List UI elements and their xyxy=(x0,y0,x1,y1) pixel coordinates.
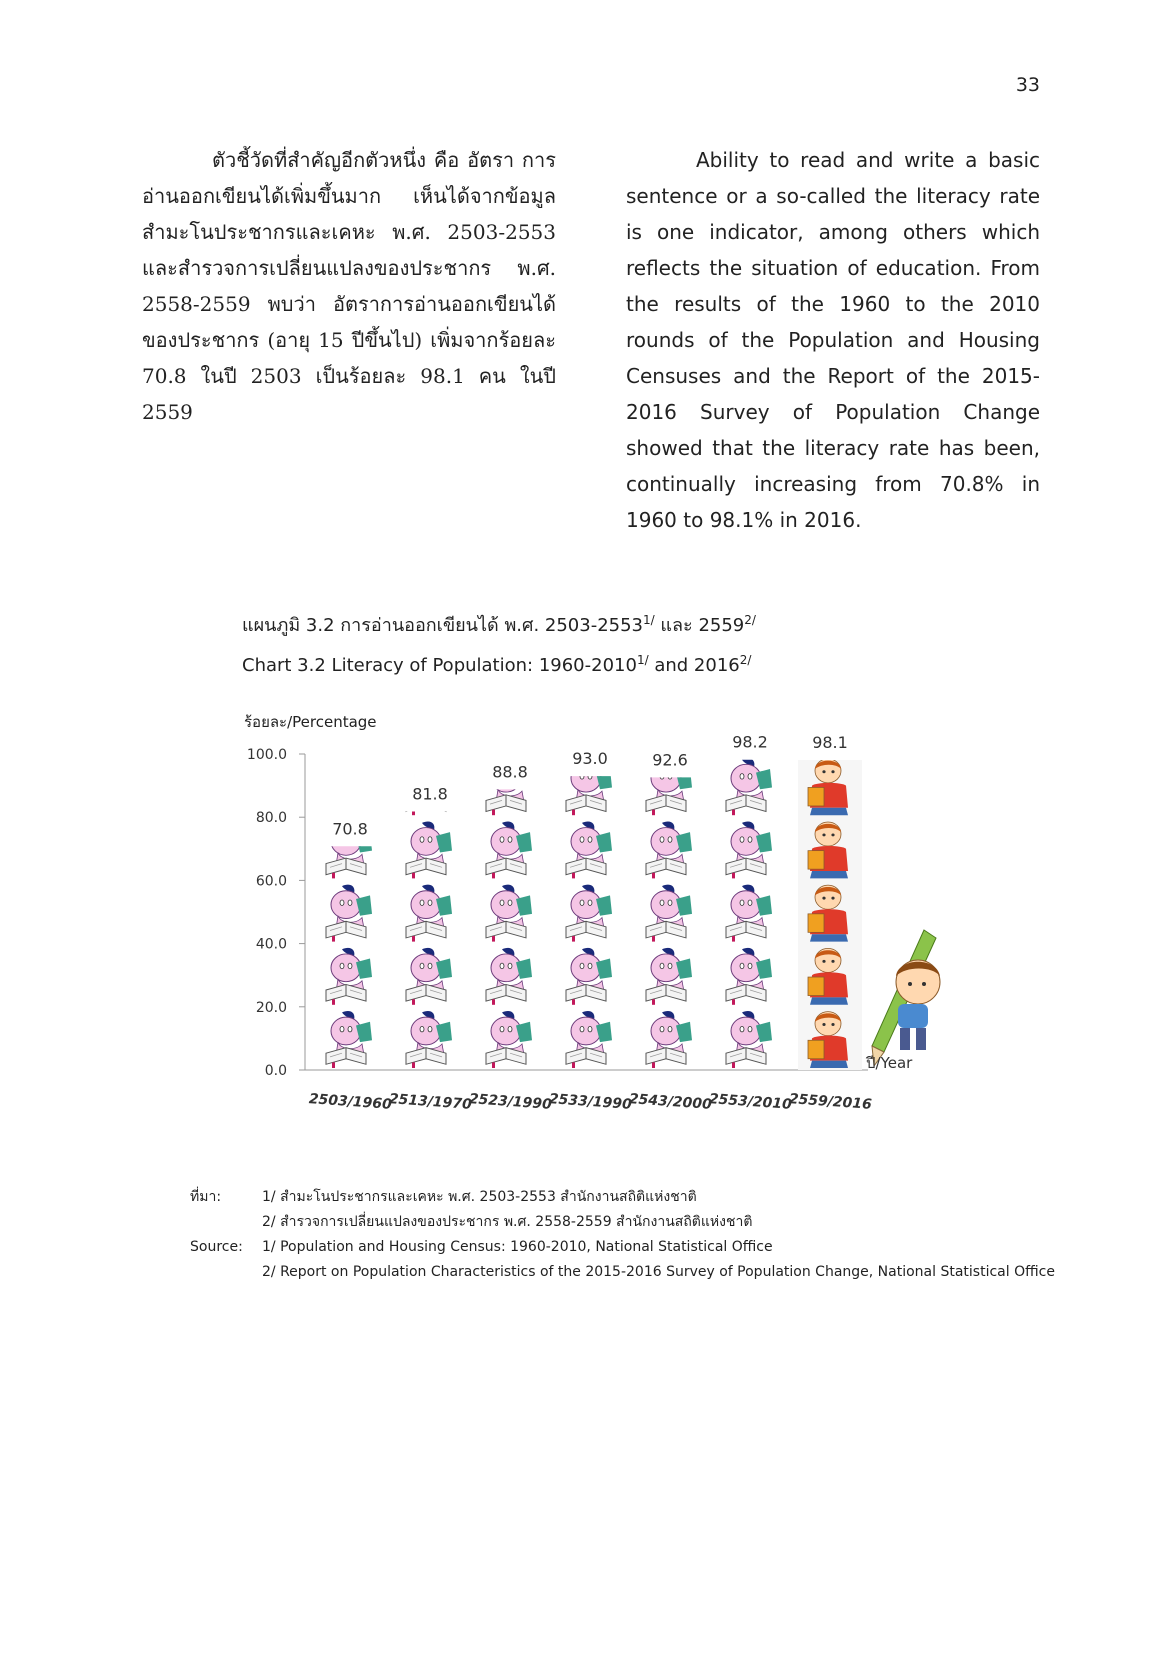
girl-reading-icon xyxy=(406,1011,452,1068)
girl-reading-icon xyxy=(566,1011,612,1068)
source-thai-line-1: 1/ สำมะโนประชากรและเคหะ พ.ศ. 2503-2553 สำนักงานสถิติแห่งชาติ xyxy=(262,1189,697,1205)
bar-2503/1960 xyxy=(326,758,372,1068)
pencil-boy-icon xyxy=(872,930,940,1066)
girl-reading-icon xyxy=(406,885,452,942)
chart-title-thai-footnote-1: 1/ xyxy=(643,613,655,627)
girl-reading-icon xyxy=(726,948,772,1005)
girl-reading-icon xyxy=(326,758,372,815)
girl-reading-icon xyxy=(726,758,772,815)
source-thai-row-2 xyxy=(190,1210,1055,1235)
bar-2533/1990 xyxy=(566,758,612,1068)
girl-reading-icon xyxy=(406,821,452,878)
y-tick-label: 20.0 xyxy=(255,999,287,1016)
source-english-row-2 xyxy=(190,1260,1055,1285)
girl-reading-icon xyxy=(726,1011,772,1068)
chart-title-english-footnote-1: 1/ xyxy=(636,653,649,667)
x-axis-label: ปี/Year xyxy=(866,1054,913,1072)
x-tick-label: 2559/2016 xyxy=(788,1091,873,1113)
girl-reading-icon xyxy=(486,885,532,942)
girl-reading-icon xyxy=(646,1011,692,1068)
x-tick-label: 2543/2000 xyxy=(628,1091,713,1113)
source-english-row-1 xyxy=(190,1235,1055,1260)
data-label: 93.0 xyxy=(572,749,608,769)
source-english-line-2: 2/ Report on Population Characteristics of the 2015-2016 Survey of Population Change, National Statistical Office xyxy=(262,1264,1055,1280)
english-paragraph: Ability to read and write a basic sentence or a so-called the literacy rate is one indicator, among others which reflects the situation of education. From the results of the 1960 to the 2010 rounds of the Population and Housing Censuses and the Report of the 2015-2016 Survey of Population Change showed that the literacy rate has been, continually increasing from 70.8% in 1960 to 98.1% in 2016. xyxy=(626,148,1040,532)
bar-2559/2016 xyxy=(798,759,862,1070)
x-tick-label: 2523/1990 xyxy=(468,1091,553,1113)
girl-reading-icon xyxy=(326,885,372,942)
y-tick-label: 80.0 xyxy=(255,810,287,827)
thai-paragraph: ตัวชี้วัดที่สำคัญอีกตัวหนึ่ง คือ อัตรา การอ่านออกเขียนได้เพิ่มขึ้นมาก เห็นได้จากข้อมูล สำมะโนประชากรและเคหะ พ.ศ. 2503-2553 และสำรวจการเปลี่ยนแปลงของประชากร พ.ศ. 2558-2559 พบว่า อัตราการอ่านออกเขียนได้ของประชากร (อายุ 15 ปีขึ้นไป) เพิ่มจากร้อยละ 70.8 ในปี 2503 เป็นร้อยละ 98.1 คน ในปี 2559 xyxy=(142,148,556,424)
x-tick-label: 2533/1990 xyxy=(548,1091,633,1113)
chart-title-english-text: Chart 3.2 Literacy of Population: 1960-2010 xyxy=(242,655,637,676)
girl-reading-icon xyxy=(726,885,772,942)
girl-reading-icon xyxy=(646,948,692,1005)
girl-reading-icon xyxy=(486,821,532,878)
girl-reading-icon xyxy=(726,821,772,878)
bars-group xyxy=(326,758,862,1070)
girl-reading-icon xyxy=(326,948,372,1005)
chart-ylabel: ร้อยละ/Percentage xyxy=(244,713,377,731)
source-thai-row-1 xyxy=(190,1185,1055,1210)
girl-reading-icon xyxy=(566,821,612,878)
girl-reading-icon xyxy=(646,821,692,878)
y-tick-label: 40.0 xyxy=(255,936,287,953)
chart-title-thai-footnote-2: 2/ xyxy=(744,613,756,627)
x-tick-label: 2503/1960 xyxy=(308,1091,393,1113)
page-number: 33 xyxy=(1015,74,1040,96)
girl-reading-icon xyxy=(326,1011,372,1068)
chart-title-english-mid: and 2016 xyxy=(648,655,740,676)
chart-title-thai-text: แผนภูมิ 3.2 การอ่านออกเขียนได้ พ.ศ. 2503-2553 xyxy=(242,615,644,636)
data-label: 98.1 xyxy=(812,733,848,753)
girl-reading-icon xyxy=(566,948,612,1005)
bar-2543/2000 xyxy=(646,758,692,1068)
sources-notes xyxy=(190,1185,1055,1285)
source-english-head: Source: xyxy=(190,1239,243,1255)
x-tick-label: 2513/1970 xyxy=(388,1091,473,1113)
bar-2553/2010 xyxy=(726,758,772,1068)
girl-reading-icon xyxy=(486,948,532,1005)
chart-title-thai-mid: และ 2559 xyxy=(654,615,745,636)
source-english-line-1: 1/ Population and Housing Census: 1960-2010, National Statistical Office xyxy=(262,1239,773,1255)
girl-reading-icon xyxy=(566,885,612,942)
girl-reading-icon xyxy=(406,948,452,1005)
bar-2513/1970 xyxy=(406,758,452,1068)
y-tick-label: 0.0 xyxy=(264,1063,287,1079)
source-thai-head: ที่มา: xyxy=(190,1189,222,1205)
y-tick-label: 100.0 xyxy=(246,747,287,763)
data-label: 81.8 xyxy=(412,784,448,804)
girl-reading-icon xyxy=(486,1011,532,1068)
bar-2523/1990 xyxy=(486,758,532,1068)
x-tick-label: 2553/2010 xyxy=(708,1091,793,1113)
chart-title-english-footnote-2: 2/ xyxy=(739,653,752,667)
y-tick-label: 60.0 xyxy=(255,873,287,890)
data-label: 88.8 xyxy=(492,762,528,782)
data-label: 70.8 xyxy=(332,819,368,839)
source-thai-line-2: 2/ สำรวจการเปลี่ยนแปลงของประชากร พ.ศ. 2558-2559 สำนักงานสถิติแห่งชาติ xyxy=(262,1214,753,1230)
data-label: 92.6 xyxy=(652,750,688,770)
girl-reading-icon xyxy=(646,885,692,942)
data-label: 98.2 xyxy=(732,732,768,752)
